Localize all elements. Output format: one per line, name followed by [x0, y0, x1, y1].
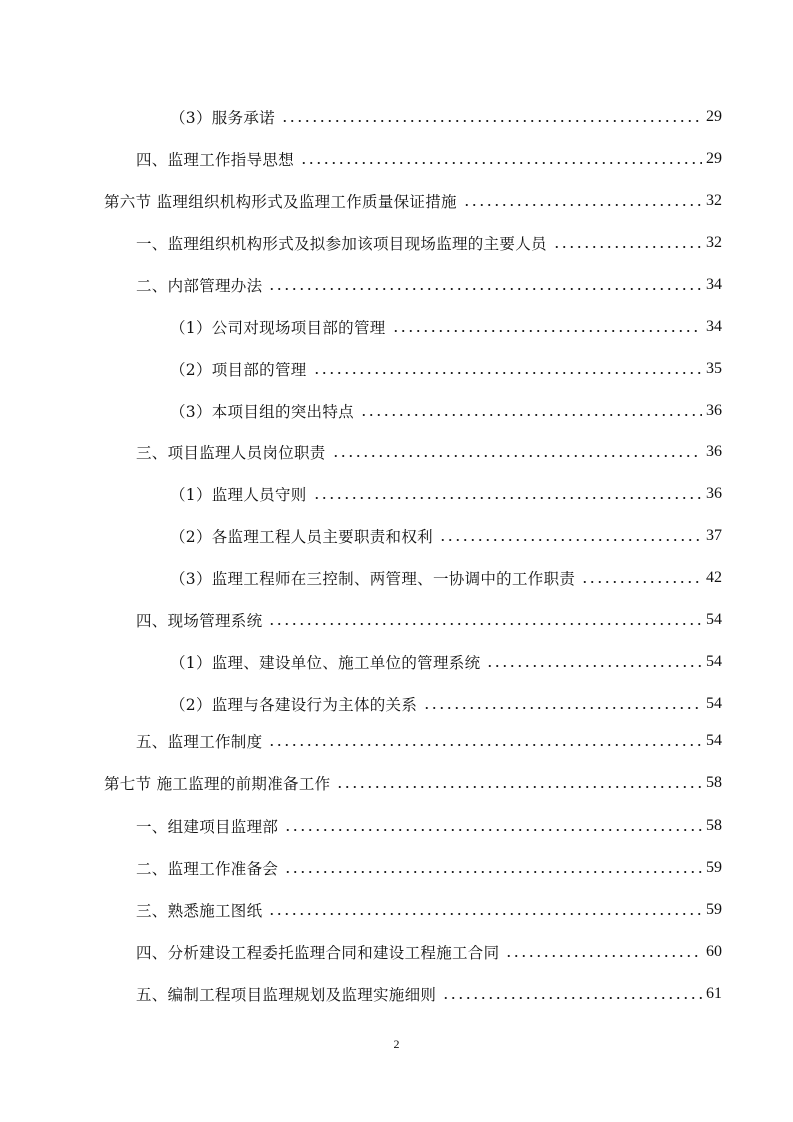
- toc-entry-title: （1）监理、建设单位、施工单位的管理系统: [170, 654, 481, 672]
- toc-entry-title: 二、内部管理办法: [136, 277, 263, 295]
- toc-entry-page: 29: [706, 108, 722, 125]
- dot-leader: [423, 705, 702, 711]
- toc-entry-page: 36: [706, 485, 722, 502]
- toc-entry-title: 一、组建项目监理部: [136, 818, 279, 836]
- dot-leader: [553, 244, 702, 250]
- toc-entry[interactable]: [0, 940, 722, 964]
- toc-entry-page: 59: [706, 901, 722, 918]
- toc-entry-title: 四、监理工作指导思想: [136, 151, 295, 169]
- toc-entry-page: 35: [706, 360, 722, 377]
- toc-entry[interactable]: [0, 856, 722, 880]
- toc-entry[interactable]: [0, 231, 722, 255]
- toc-entry-page: 54: [706, 695, 722, 712]
- toc-entry-page: 36: [706, 402, 722, 419]
- toc-entry[interactable]: [0, 357, 722, 381]
- toc-entry[interactable]: [0, 608, 722, 632]
- dot-leader: [581, 579, 702, 585]
- dot-leader: [439, 537, 702, 543]
- toc-entry-page: 58: [706, 774, 722, 791]
- toc-entry[interactable]: [0, 315, 722, 339]
- toc-entry-page: 54: [706, 653, 722, 670]
- toc-entry[interactable]: [0, 189, 722, 213]
- toc-entry-title: （3）监理工程师在三控制、两管理、一协调中的工作职责: [170, 570, 576, 588]
- dot-leader: [284, 827, 702, 833]
- toc-entry-title: （2）项目部的管理: [170, 361, 307, 379]
- toc-entry[interactable]: [0, 566, 722, 590]
- toc-entry[interactable]: [0, 105, 722, 129]
- dot-leader: [360, 412, 702, 418]
- toc-entry-title: 第七节 施工监理的前期准备工作: [104, 775, 331, 793]
- toc-entry-page: 59: [706, 859, 722, 876]
- dot-leader: [268, 742, 702, 748]
- toc-entry-title: 四、分析建设工程委托监理合同和建设工程施工合同: [136, 944, 500, 962]
- dot-leader: [486, 663, 702, 669]
- toc-entry-page: 36: [706, 443, 722, 460]
- toc-entry-page: 54: [706, 732, 722, 749]
- toc-entry[interactable]: [0, 524, 722, 548]
- toc-entry-page: 54: [706, 611, 722, 628]
- toc-entry-page: 42: [706, 569, 722, 586]
- toc-entry[interactable]: [0, 692, 722, 716]
- dot-leader: [268, 911, 702, 917]
- dot-leader: [313, 370, 702, 376]
- toc-entry-title: 五、监理工作制度: [136, 733, 263, 751]
- toc-entry-page: 29: [706, 150, 722, 167]
- dot-leader: [336, 784, 702, 790]
- dot-leader: [392, 328, 702, 334]
- toc-entry[interactable]: [0, 399, 722, 423]
- dot-leader: [313, 495, 702, 501]
- toc-entry-title: 一、监理组织机构形式及拟参加该项目现场监理的主要人员: [136, 235, 547, 253]
- toc-entry-page: 60: [706, 943, 722, 960]
- toc-entry-title: （1）公司对现场项目部的管理: [170, 319, 386, 337]
- toc-entry-title: （3）本项目组的突出特点: [170, 403, 354, 421]
- toc-entry[interactable]: [0, 650, 722, 674]
- toc-entry-title: 五、编制工程项目监理规划及监理实施细则: [136, 986, 437, 1004]
- toc-entry-page: 58: [706, 817, 722, 834]
- toc-entry-title: （2）监理与各建设行为主体的关系: [170, 696, 418, 714]
- toc-entry-page: 34: [706, 318, 722, 335]
- toc-entry[interactable]: [0, 814, 722, 838]
- dot-leader: [442, 995, 702, 1001]
- toc-entry[interactable]: [0, 273, 722, 297]
- toc-entry[interactable]: [0, 147, 722, 171]
- toc-entry[interactable]: [0, 771, 722, 795]
- page-number: 2: [393, 1037, 400, 1051]
- toc-entry-page: 34: [706, 276, 722, 293]
- toc-entry-title: 四、现场管理系统: [136, 612, 263, 630]
- dot-leader: [268, 621, 702, 627]
- toc-entry-title: 二、监理工作准备会: [136, 860, 279, 878]
- dot-leader: [281, 118, 702, 124]
- toc-entry[interactable]: [0, 482, 722, 506]
- toc-entry-title: （2）各监理工程人员主要职责和权利: [170, 528, 433, 546]
- toc-entry-page: 32: [706, 192, 722, 209]
- toc-entry-title: 第六节 监理组织机构形式及监理工作质量保证措施: [104, 193, 457, 211]
- dot-leader: [284, 869, 702, 875]
- toc-entry[interactable]: [0, 440, 722, 464]
- dot-leader: [300, 160, 702, 166]
- dot-leader: [268, 286, 702, 292]
- toc-entry-page: 37: [706, 527, 722, 544]
- dot-leader: [505, 953, 702, 959]
- dot-leader: [332, 453, 702, 459]
- toc-entry-title: （3）服务承诺: [170, 109, 275, 127]
- dot-leader: [463, 202, 702, 208]
- toc-entry-title: （1）监理人员守则: [170, 486, 307, 504]
- toc-entry-title: 三、熟悉施工图纸: [136, 902, 263, 920]
- toc-entry[interactable]: [0, 729, 722, 753]
- toc-entry[interactable]: [0, 982, 722, 1006]
- toc-entry-title: 三、项目监理人员岗位职责: [136, 444, 326, 462]
- toc-entry[interactable]: [0, 898, 722, 922]
- toc-entry-page: 32: [706, 234, 722, 251]
- toc-entry-page: 61: [706, 985, 722, 1002]
